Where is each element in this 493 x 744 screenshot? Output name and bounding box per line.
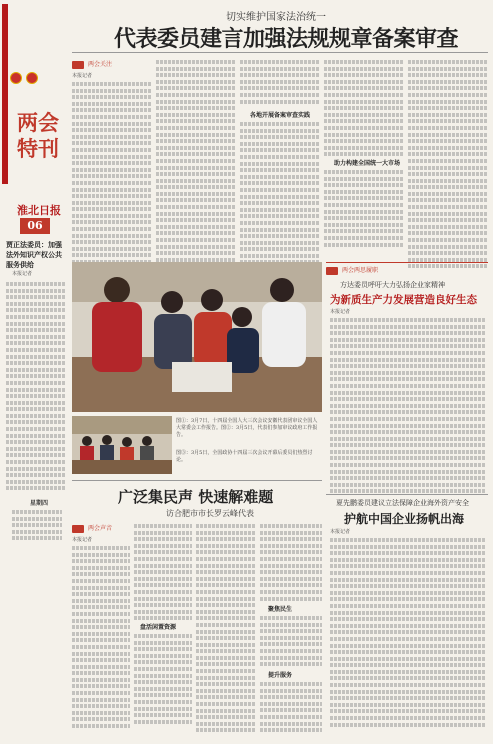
story3-column-2 [134, 524, 192, 623]
section-tag-icon [72, 61, 84, 69]
lead-section-tag: 两会关注 [72, 60, 112, 70]
story3-column-4b [260, 616, 322, 669]
headline-rule [72, 52, 488, 53]
main-photo-caption: 图①：3月7日，十四届全国人大三次会议安徽代表团审议全国人大常委会工作报告。图②：3月5日，代表们参加审议政府工作报告。 [176, 418, 318, 438]
sidebar-author: 本报记者 [12, 271, 33, 277]
party-emblem-icon [26, 72, 38, 84]
story4-body [330, 538, 486, 729]
story4-kicker: 夏先鹏委员建议立法保障企业海外资产安全 [336, 499, 469, 507]
story3-author: 本报记者 [72, 537, 93, 543]
sidebar-body [6, 282, 66, 493]
story3-section-tag: 两会声音 [72, 524, 112, 534]
sidebar-headline: 贾正法委员：加强法外知识产权公共服务供给 [6, 240, 62, 269]
story4-author: 本报记者 [330, 529, 351, 535]
story3-column-2b [134, 634, 192, 726]
story3-headline: 广泛集民声 快速解难题 [118, 488, 274, 506]
story2-body [330, 318, 486, 496]
story3-column-4c [260, 682, 322, 735]
lead-column-3 [240, 60, 320, 106]
paper-name: 淮北日报 [17, 204, 61, 217]
section-title: 两会特刊 [17, 110, 59, 161]
story2-kicker: 方达委员呼吁大力弘扬企业家精神 [340, 281, 445, 289]
lead-column-4b [324, 170, 404, 249]
lead-kicker: 切实维护国家法治统一 [226, 12, 326, 23]
lead-column-3b [240, 122, 320, 267]
story3-column-3 [196, 524, 256, 735]
story3-column-4 [260, 524, 322, 603]
lead-subhead-1: 各地开展备案审查实践 [250, 112, 311, 119]
lead-column-5 [408, 60, 488, 271]
lead-column-4 [324, 60, 404, 159]
section-tag-icon [326, 267, 338, 275]
masthead-red-bar [2, 4, 8, 184]
delegates-photo-illustration [72, 262, 322, 412]
lead-author: 本报记者 [72, 73, 93, 79]
story2-rule [326, 262, 488, 263]
story2-section-tag: 两会两思履职 [326, 266, 378, 276]
national-emblem-icon [10, 72, 22, 84]
story3-rule [72, 480, 322, 481]
masthead-column [2, 0, 68, 744]
story3-subhead-3: 提升服务 [268, 672, 293, 679]
meeting-photo-illustration [72, 416, 172, 474]
main-photo [72, 262, 322, 412]
story4-rule [326, 494, 488, 495]
story3-subhead-1: 盘活闲置资源 [140, 624, 177, 631]
small-photo [72, 416, 172, 474]
lead-column-1 [72, 82, 152, 273]
story2-author: 本报记者 [330, 309, 351, 315]
story4-headline: 护航中国企业扬帆出海 [344, 512, 465, 526]
page-number: 06 [20, 218, 50, 234]
lead-headline: 代表委员建言加强法规规章备案审查 [114, 27, 459, 52]
story3-column-1 [72, 546, 130, 731]
story3-subhead: 访合肥市市长罗云峰代表 [166, 509, 254, 518]
lead-column-2 [156, 60, 236, 271]
story3-subhead-2: 聚焦民生 [268, 606, 293, 613]
issue-date: 星期四 [29, 500, 48, 507]
story2-headline: 为新质生产力发展营造良好生态 [330, 294, 477, 306]
small-photo-caption: 图③：3月5日，全国政协十四届三次会议开幕后委员们热烈讨论。 [176, 450, 313, 463]
lead-subhead-2: 助力构建全国统一大市场 [334, 160, 401, 167]
credits-block [12, 510, 62, 543]
section-tag-icon [72, 525, 84, 533]
